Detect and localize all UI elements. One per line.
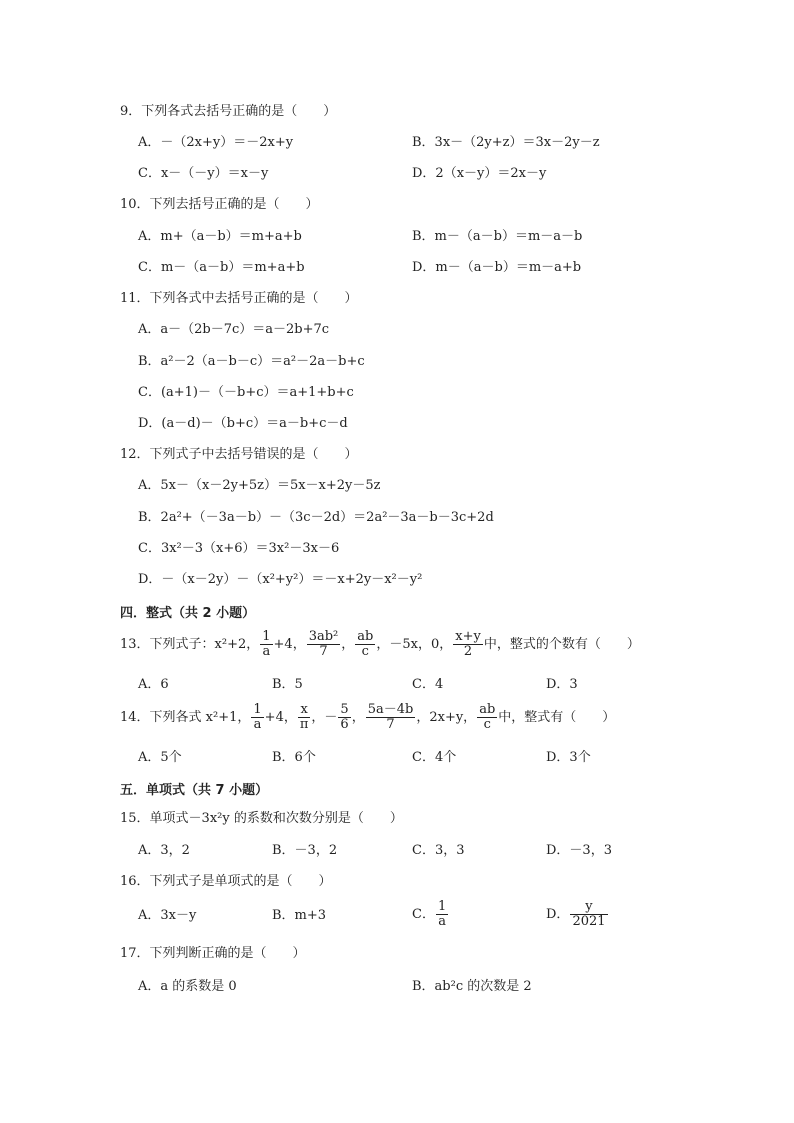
q14-fraction-1 bbox=[251, 703, 263, 732]
question-9-stem: 9．下列各式去括号正确的是（ ） bbox=[120, 104, 337, 119]
q13-f2-num: 3ab² bbox=[308, 629, 339, 644]
question-14-option-b: B．6个 bbox=[272, 750, 316, 765]
question-12-option-a: A．5x－（x－2y+5z）＝5x－x+2y－5z bbox=[138, 478, 381, 493]
q14-prefix: 14．下列各式 x²+1， bbox=[120, 710, 251, 725]
q13-fraction-2 bbox=[307, 630, 341, 659]
q16-d-num: y bbox=[570, 900, 607, 915]
q16-c-label: C． bbox=[412, 907, 435, 922]
q14-f5-den: c bbox=[483, 717, 491, 732]
question-12-stem: 12．下列式子中去括号错误的是（ ） bbox=[120, 447, 358, 462]
q16-d-fraction bbox=[570, 900, 607, 929]
question-9-option-a: A．－（2x+y）＝－2x+y bbox=[138, 135, 294, 150]
section-4-heading: 四．整式（共 2 小题） bbox=[120, 606, 256, 621]
q13-suffix: 中，整式的个数有（ ） bbox=[483, 637, 640, 652]
question-16-option-d bbox=[546, 900, 609, 929]
q13-f3-num: ab bbox=[357, 629, 374, 644]
question-13-option-b: B．5 bbox=[272, 677, 303, 692]
q14-fraction-4 bbox=[366, 703, 416, 732]
q13-fraction-1 bbox=[260, 630, 272, 659]
question-16-option-b: B．m+3 bbox=[272, 908, 327, 923]
q16-d-den: 2021 bbox=[572, 914, 606, 929]
q14-f3-den: 6 bbox=[340, 717, 349, 732]
q14-f3-num: 5 bbox=[340, 702, 349, 717]
q14-t1: +4， bbox=[264, 710, 297, 725]
q14-f4-den: 7 bbox=[386, 717, 395, 732]
question-14-stem: 14．下列各式 x²+1， $\frac{1}{a}$ +4， $\frac{x}{\pi}$ ，－ $\frac{5}{6}$ ， $\frac{5a-4b}{7}$ ，2x+y， $\frac{ab}{c}$ 中，整式有（ ） bbox=[120, 702, 616, 732]
question-15-option-b: B．－3，2 bbox=[272, 843, 338, 858]
question-10-option-d: D．m－（a－b）＝m－a+b bbox=[412, 260, 582, 275]
q13-f2-den: 7 bbox=[319, 644, 328, 659]
q14-f2-num: x bbox=[298, 703, 311, 718]
question-14-option-d: D．3个 bbox=[546, 750, 591, 765]
q14-f2-den: π bbox=[299, 717, 309, 732]
q14-mid: ，2x+y， bbox=[416, 710, 477, 725]
q13-f1-den: a bbox=[262, 644, 271, 659]
question-12-option-b: B．2a²+（－3a－b）－（3c－2d）＝2a²－3a－b－3c+2d bbox=[138, 510, 494, 525]
question-9-option-b: B．3x－（2y+z）＝3x－2y－z bbox=[412, 135, 600, 150]
question-11-option-c: C．(a+1)－（－b+c）＝a+1+b+c bbox=[138, 385, 354, 400]
question-15-option-c: C．3，3 bbox=[412, 843, 465, 858]
question-14-option-a: A．5个 bbox=[138, 750, 182, 765]
q14-fraction-2 bbox=[298, 703, 311, 732]
question-15-option-d: D．－3，3 bbox=[546, 843, 612, 858]
question-10-option-c: C．m－（a－b）＝m+a+b bbox=[138, 260, 305, 275]
q14-f5-num: ab bbox=[479, 702, 496, 717]
question-13-stem: 13．下列式子：x²+2， $\frac{1}{a}$ +4， $\frac{\text{3ab²}}{7}$ ， $\frac{ab}{c}$ ，－5x，0， $\frac{x+y}{2}$ 中，整式的个数有（ ） bbox=[120, 629, 640, 659]
q14-neg: － bbox=[324, 710, 338, 725]
q14-fraction-5 bbox=[477, 703, 497, 732]
question-15-stem: 15．单项式－3x²y 的系数和次数分别是（ ） bbox=[120, 811, 403, 826]
question-10-option-b: B．m－（a－b）＝m－a－b bbox=[412, 229, 583, 244]
section-5-heading: 五．单项式（共 7 小题） bbox=[120, 783, 269, 798]
q13-f3-den: c bbox=[361, 644, 369, 659]
q16-c-fraction bbox=[436, 900, 448, 929]
question-14-option-c: C．4个 bbox=[412, 750, 457, 765]
q13-f4-den: 2 bbox=[463, 644, 473, 659]
q13-fraction-3 bbox=[355, 630, 375, 659]
q13-prefix: 13．下列式子：x²+2， bbox=[120, 637, 260, 652]
q13-f1-num: 1 bbox=[262, 629, 271, 644]
question-13-option-d: D．3 bbox=[546, 677, 578, 692]
question-13-option-c: C．4 bbox=[412, 677, 444, 692]
question-9-option-c: C．x－（－y）＝x－y bbox=[138, 166, 269, 181]
q13-mid: ，－5x，0， bbox=[376, 637, 453, 652]
question-11-stem: 11．下列各式中去括号正确的是（ ） bbox=[120, 291, 358, 306]
q14-f4-num: 5a－4b bbox=[367, 702, 414, 717]
q13-f4-num: x+y bbox=[455, 629, 481, 644]
question-17-option-b: B．ab²c 的次数是 2 bbox=[412, 979, 532, 994]
question-10-stem: 10．下列去括号正确的是（ ） bbox=[120, 197, 319, 212]
question-13-option-a: A．6 bbox=[138, 677, 169, 692]
question-11-option-b: B．a²－2（a－b－c）＝a²－2a－b+c bbox=[138, 354, 365, 369]
q16-c-num: 1 bbox=[437, 899, 447, 914]
q14-suffix: 中，整式有（ ） bbox=[498, 710, 616, 725]
question-11-option-d: D．(a－d)－（b+c）＝a－b+c－d bbox=[138, 416, 348, 431]
question-17-option-a: A．a 的系数是 0 bbox=[138, 979, 237, 994]
q16-c-den: a bbox=[438, 914, 446, 929]
q13-fraction-4 bbox=[453, 630, 483, 659]
question-16-stem: 16．下列式子是单项式的是（ ） bbox=[120, 874, 332, 889]
question-16-option-c bbox=[412, 900, 449, 929]
q16-d-label: D． bbox=[546, 907, 570, 922]
question-10-option-a: A．m+（a－b）＝m+a+b bbox=[138, 229, 302, 244]
question-11-option-a: A．a－（2b－7c）＝a－2b+7c bbox=[138, 322, 330, 337]
q14-fraction-3 bbox=[338, 703, 350, 732]
q13-t1: +4， bbox=[273, 637, 306, 652]
question-17-stem: 17．下列判断正确的是（ ） bbox=[120, 946, 306, 961]
q14-f1-num: 1 bbox=[253, 702, 262, 717]
question-12-option-d: D．－（x－2y）－（x²+y²）＝－x+2y－x²－y² bbox=[138, 572, 423, 587]
question-16-option-a: A．3x－y bbox=[138, 908, 197, 923]
question-12-option-c: C．3x²－3（x+6）＝3x²－3x－6 bbox=[138, 541, 340, 556]
question-9-option-d: D．2（x－y）＝2x－y bbox=[412, 166, 547, 181]
q14-f1-den: a bbox=[253, 717, 262, 732]
question-15-option-a: A．3，2 bbox=[138, 843, 190, 858]
